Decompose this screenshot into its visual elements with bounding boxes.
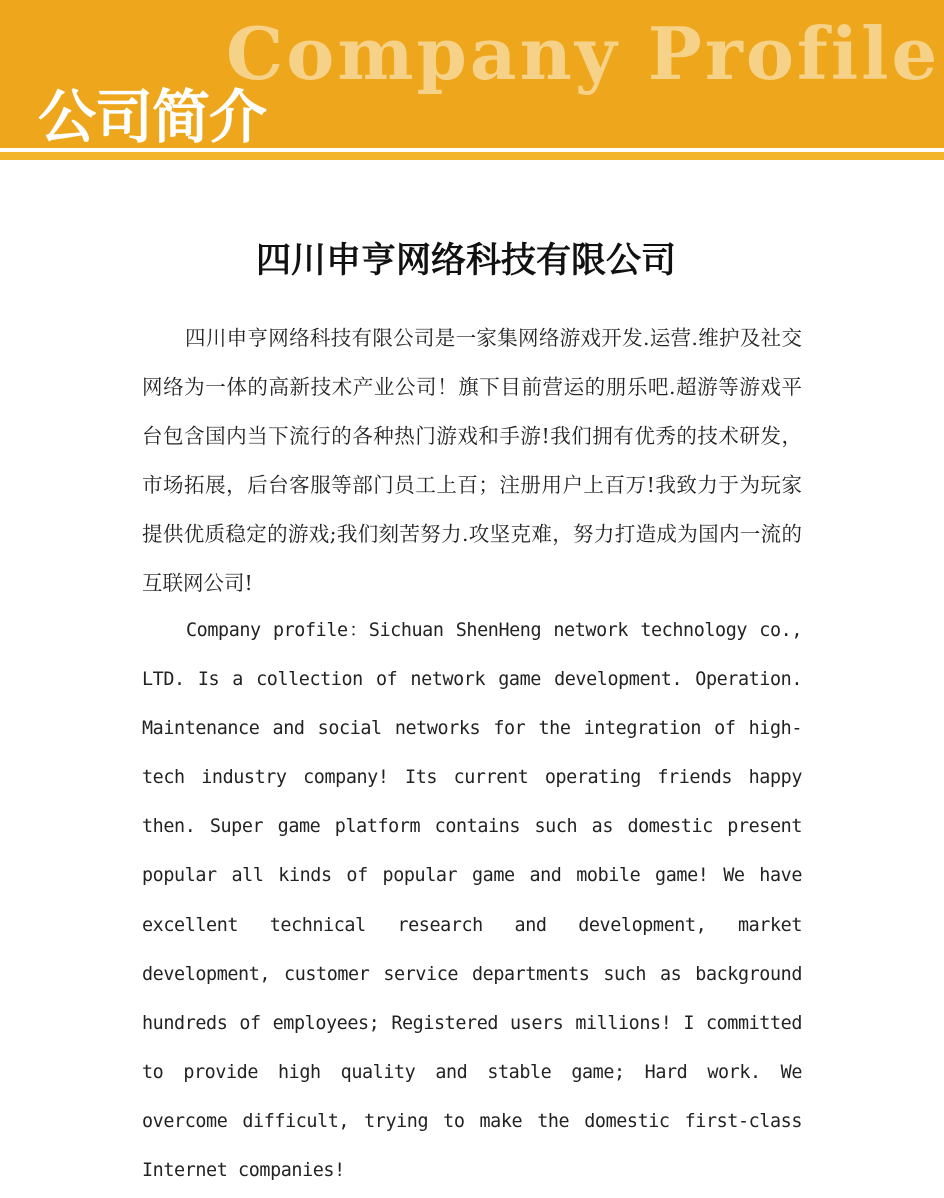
- header-banner: [0, 0, 944, 148]
- banner-title: 公司简介: [38, 83, 267, 148]
- intro-english-paragraph: Company profile：Sichuan ShenHeng network technology co., LTD. Is a collection of network game development. Operation. Maintenance and social networks for the integration of high-tech industry company! Its current operating friends happy then. Super game platform contains such as domestic present popular all kinds of popular game and mobile game! We have excellent technical research and development, market development, customer service departments such as background hundreds of employees; Registered users millions! I committed to provide high quality and stable game; Hard work. We overcome difficult, trying to make the domestic first-class Internet companies!: [142, 620, 802, 1182]
- intro-chinese-paragraph: 四川申亨网络科技有限公司是一家集网络游戏开发.运营.维护及社交网络为一体的高新技术产业公司！旗下目前营运的朋乐吧.超游等游戏平台包含国内当下流行的各种热门游戏和手游!我们拥有优秀的技术研发，市场拓展，后台客服等部门员工上百；注册用户上百万!我致力于为玩家提供优质稳定的游戏;我们刻苦努力.攻坚克难，努力打造成为国内一流的互联网公司!: [142, 326, 802, 595]
- company-name-heading: 四川申亨网络科技有限公司: [255, 241, 676, 282]
- banner-watermark: Company Profile: [226, 11, 941, 96]
- banner-divider-gold: [0, 152, 944, 160]
